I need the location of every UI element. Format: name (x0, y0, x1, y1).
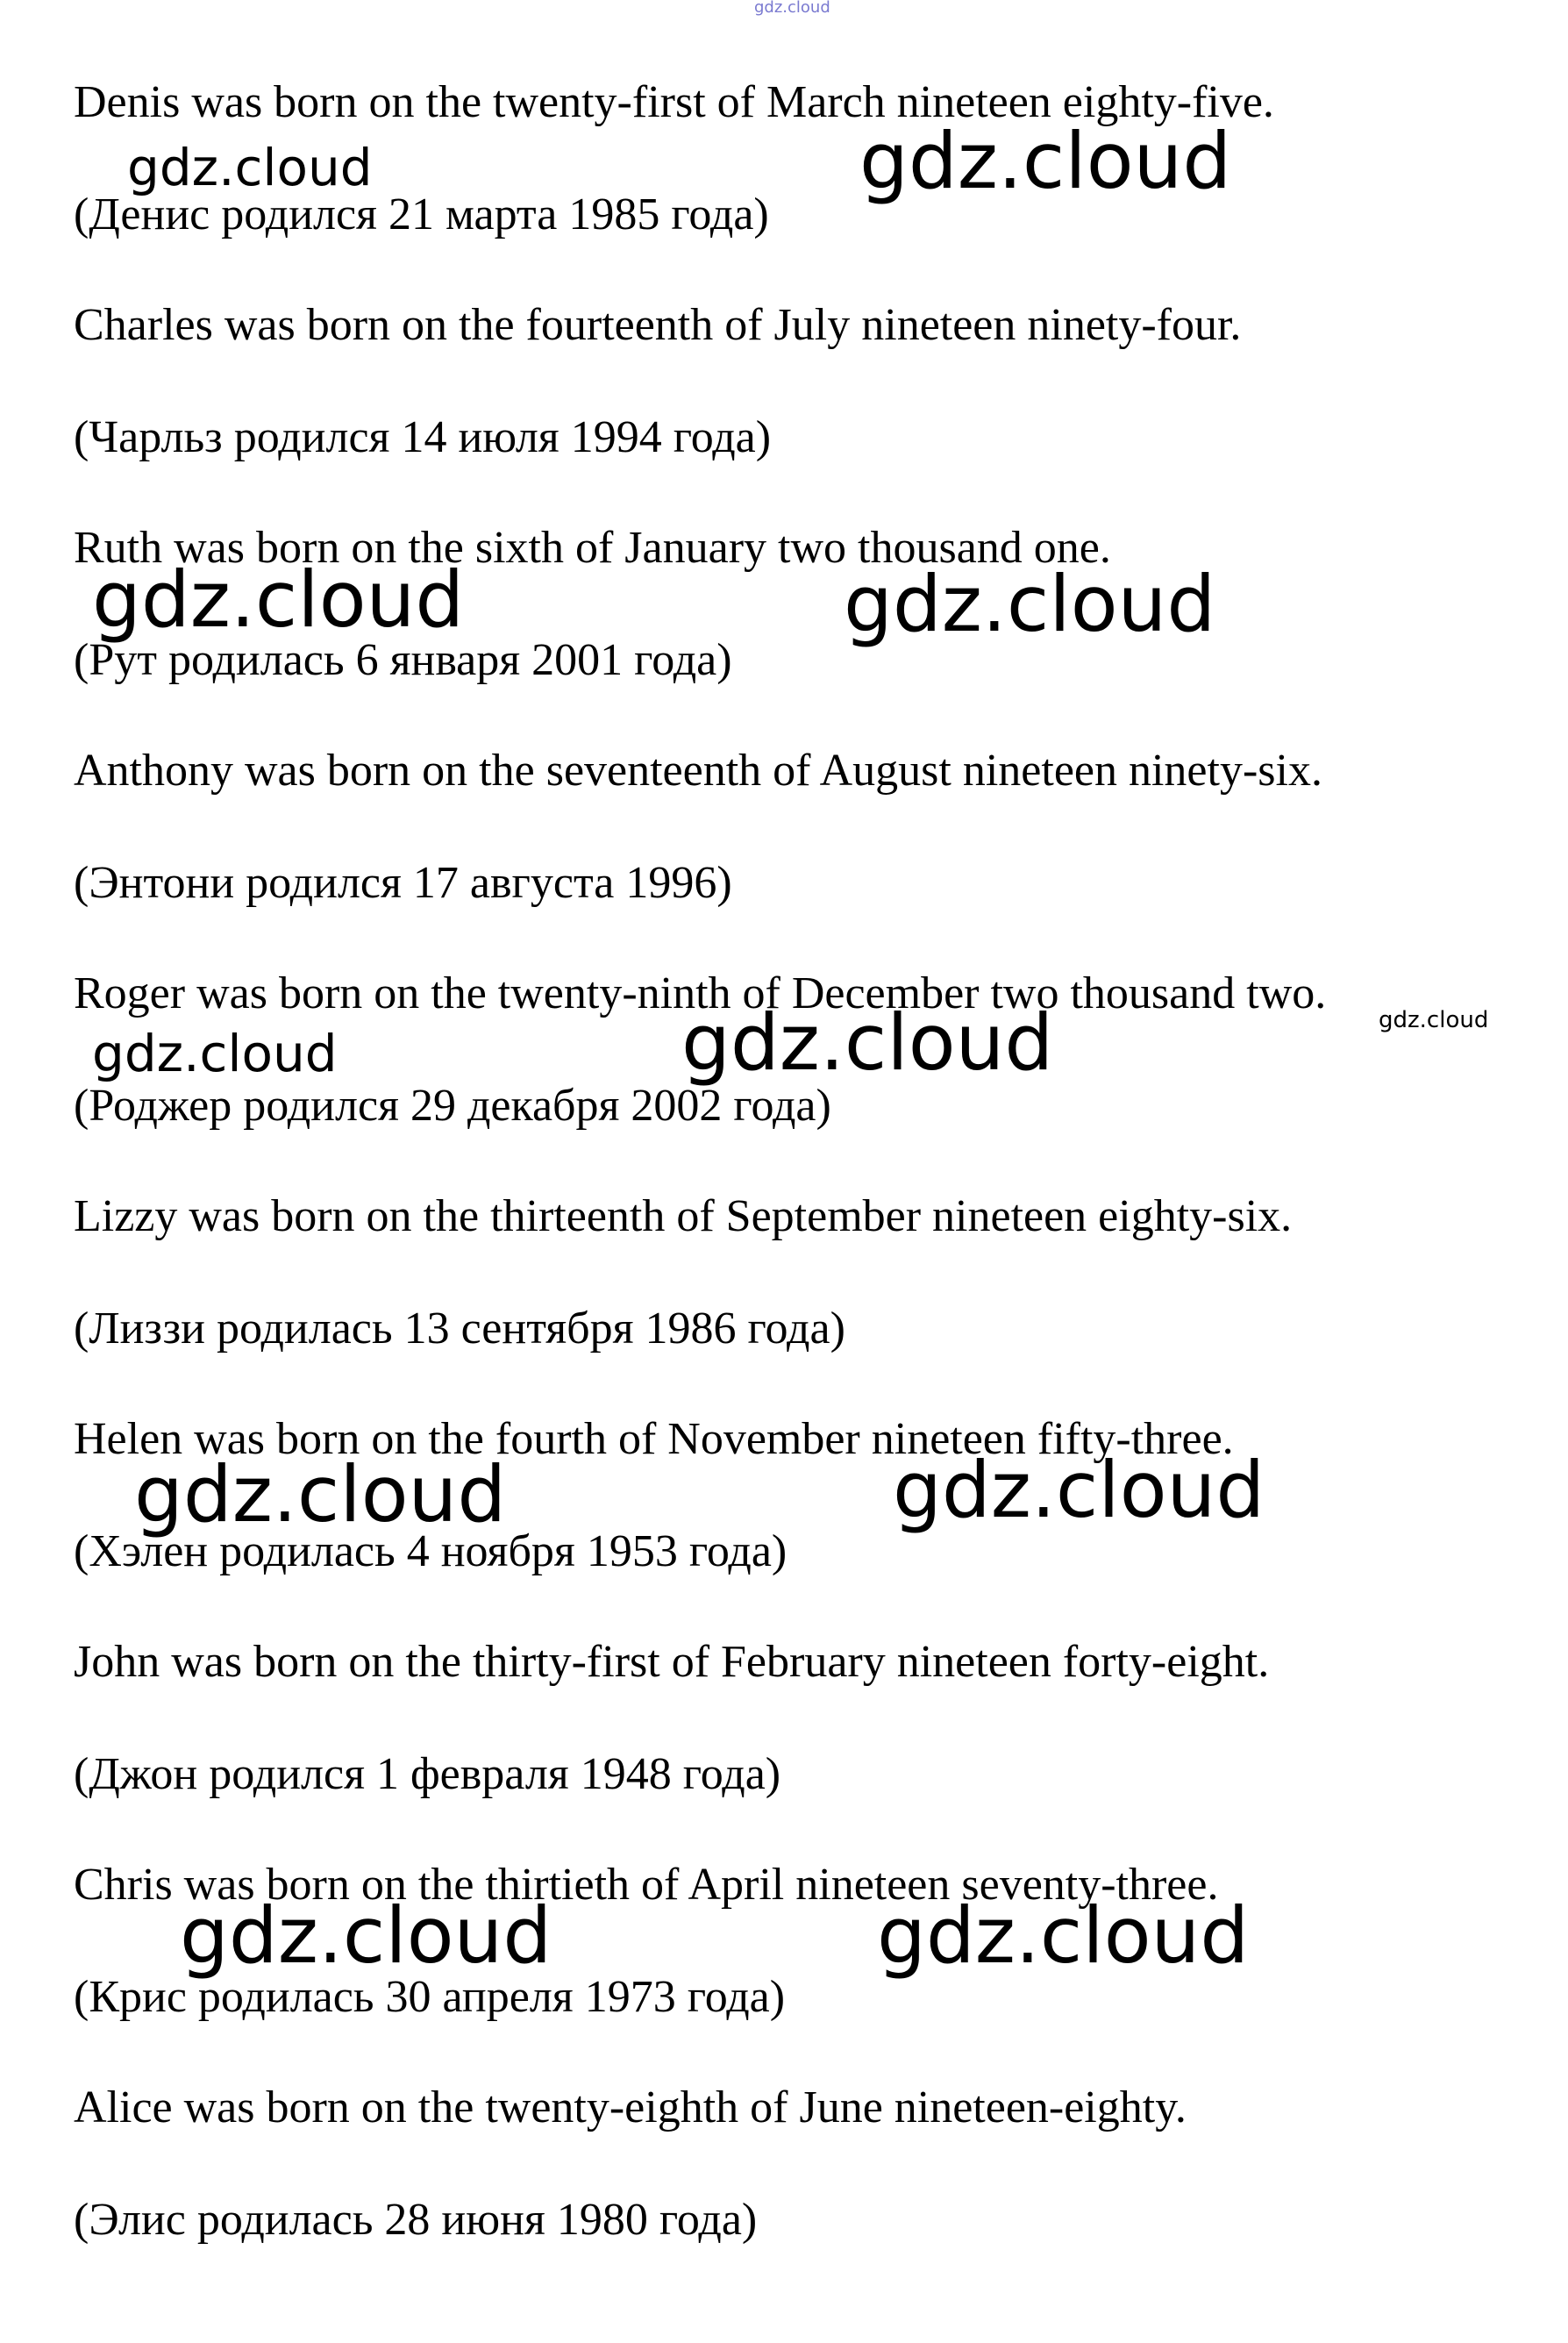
sentence-russian: (Рут родилась 6 января 2001 года) (74, 635, 732, 685)
watermark-text: gdz.cloud (844, 559, 1216, 649)
watermark-text: gdz.cloud (877, 1890, 1250, 1981)
sentence-english: John was born on the thirty-first of February nineteen forty-eight. (74, 1637, 1270, 1687)
sentence-english: Charles was born on the fourteenth of July nineteen ninety-four. (74, 300, 1242, 350)
watermark-text: gdz.cloud (180, 1890, 552, 1981)
sentence-russian: (Энтони родился 17 августа 1996) (74, 858, 732, 908)
sentence-english: Helen was born on the fourth of November nineteen fifty-three. (74, 1414, 1234, 1464)
watermark-text: gdz.cloud (92, 554, 465, 645)
sentence-english: Roger was born on the twenty-ninth of December two thousand two. (74, 968, 1327, 1018)
sentence-russian: (Роджер родился 29 декабря 2002 года) (74, 1081, 831, 1131)
sentence-russian: (Денис родился 21 марта 1985 года) (74, 189, 769, 239)
sentence-english: Denis was born on the twenty-first of March nineteen eighty-five. (74, 77, 1274, 127)
watermark-text: gdz.cloud (92, 1024, 338, 1083)
sentence-english: Lizzy was born on the thirteenth of September nineteen eighty-six. (74, 1191, 1293, 1241)
watermark-text: gdz.cloud (681, 997, 1054, 1088)
header-watermark: gdz.cloud (754, 0, 830, 17)
watermark-text: gdz.cloud (127, 138, 373, 197)
sentence-russian: (Хэлен родилась 4 ноября 1953 года) (74, 1526, 788, 1576)
sentence-russian: (Лиззи родилась 13 сентября 1986 года) (74, 1304, 845, 1354)
watermark-text: gdz.cloud (893, 1445, 1265, 1535)
watermark-text: gdz.cloud (1379, 1007, 1489, 1033)
sentence-russian: (Крис родилась 30 апреля 1973 года) (74, 1972, 786, 2022)
sentence-russian: (Элис родилась 28 июня 1980 года) (74, 2195, 758, 2245)
sentence-english: Chris was born on the thirtieth of April nineteen seventy-three. (74, 1860, 1219, 1910)
watermark-text: gdz.cloud (859, 116, 1232, 206)
sentence-russian: (Чарльз родился 14 июля 1994 года) (74, 412, 772, 462)
sentence-english: Anthony was born on the seventeenth of August nineteen ninety-six. (74, 746, 1322, 796)
sentence-english: Ruth was born on the sixth of January two thousand one. (74, 523, 1111, 573)
watermark-text: gdz.cloud (134, 1449, 507, 1539)
sentence-russian: (Джон родился 1 февраля 1948 года) (74, 1749, 781, 1799)
sentence-english: Alice was born on the twenty-eighth of June nineteen-eighty. (74, 2082, 1187, 2132)
